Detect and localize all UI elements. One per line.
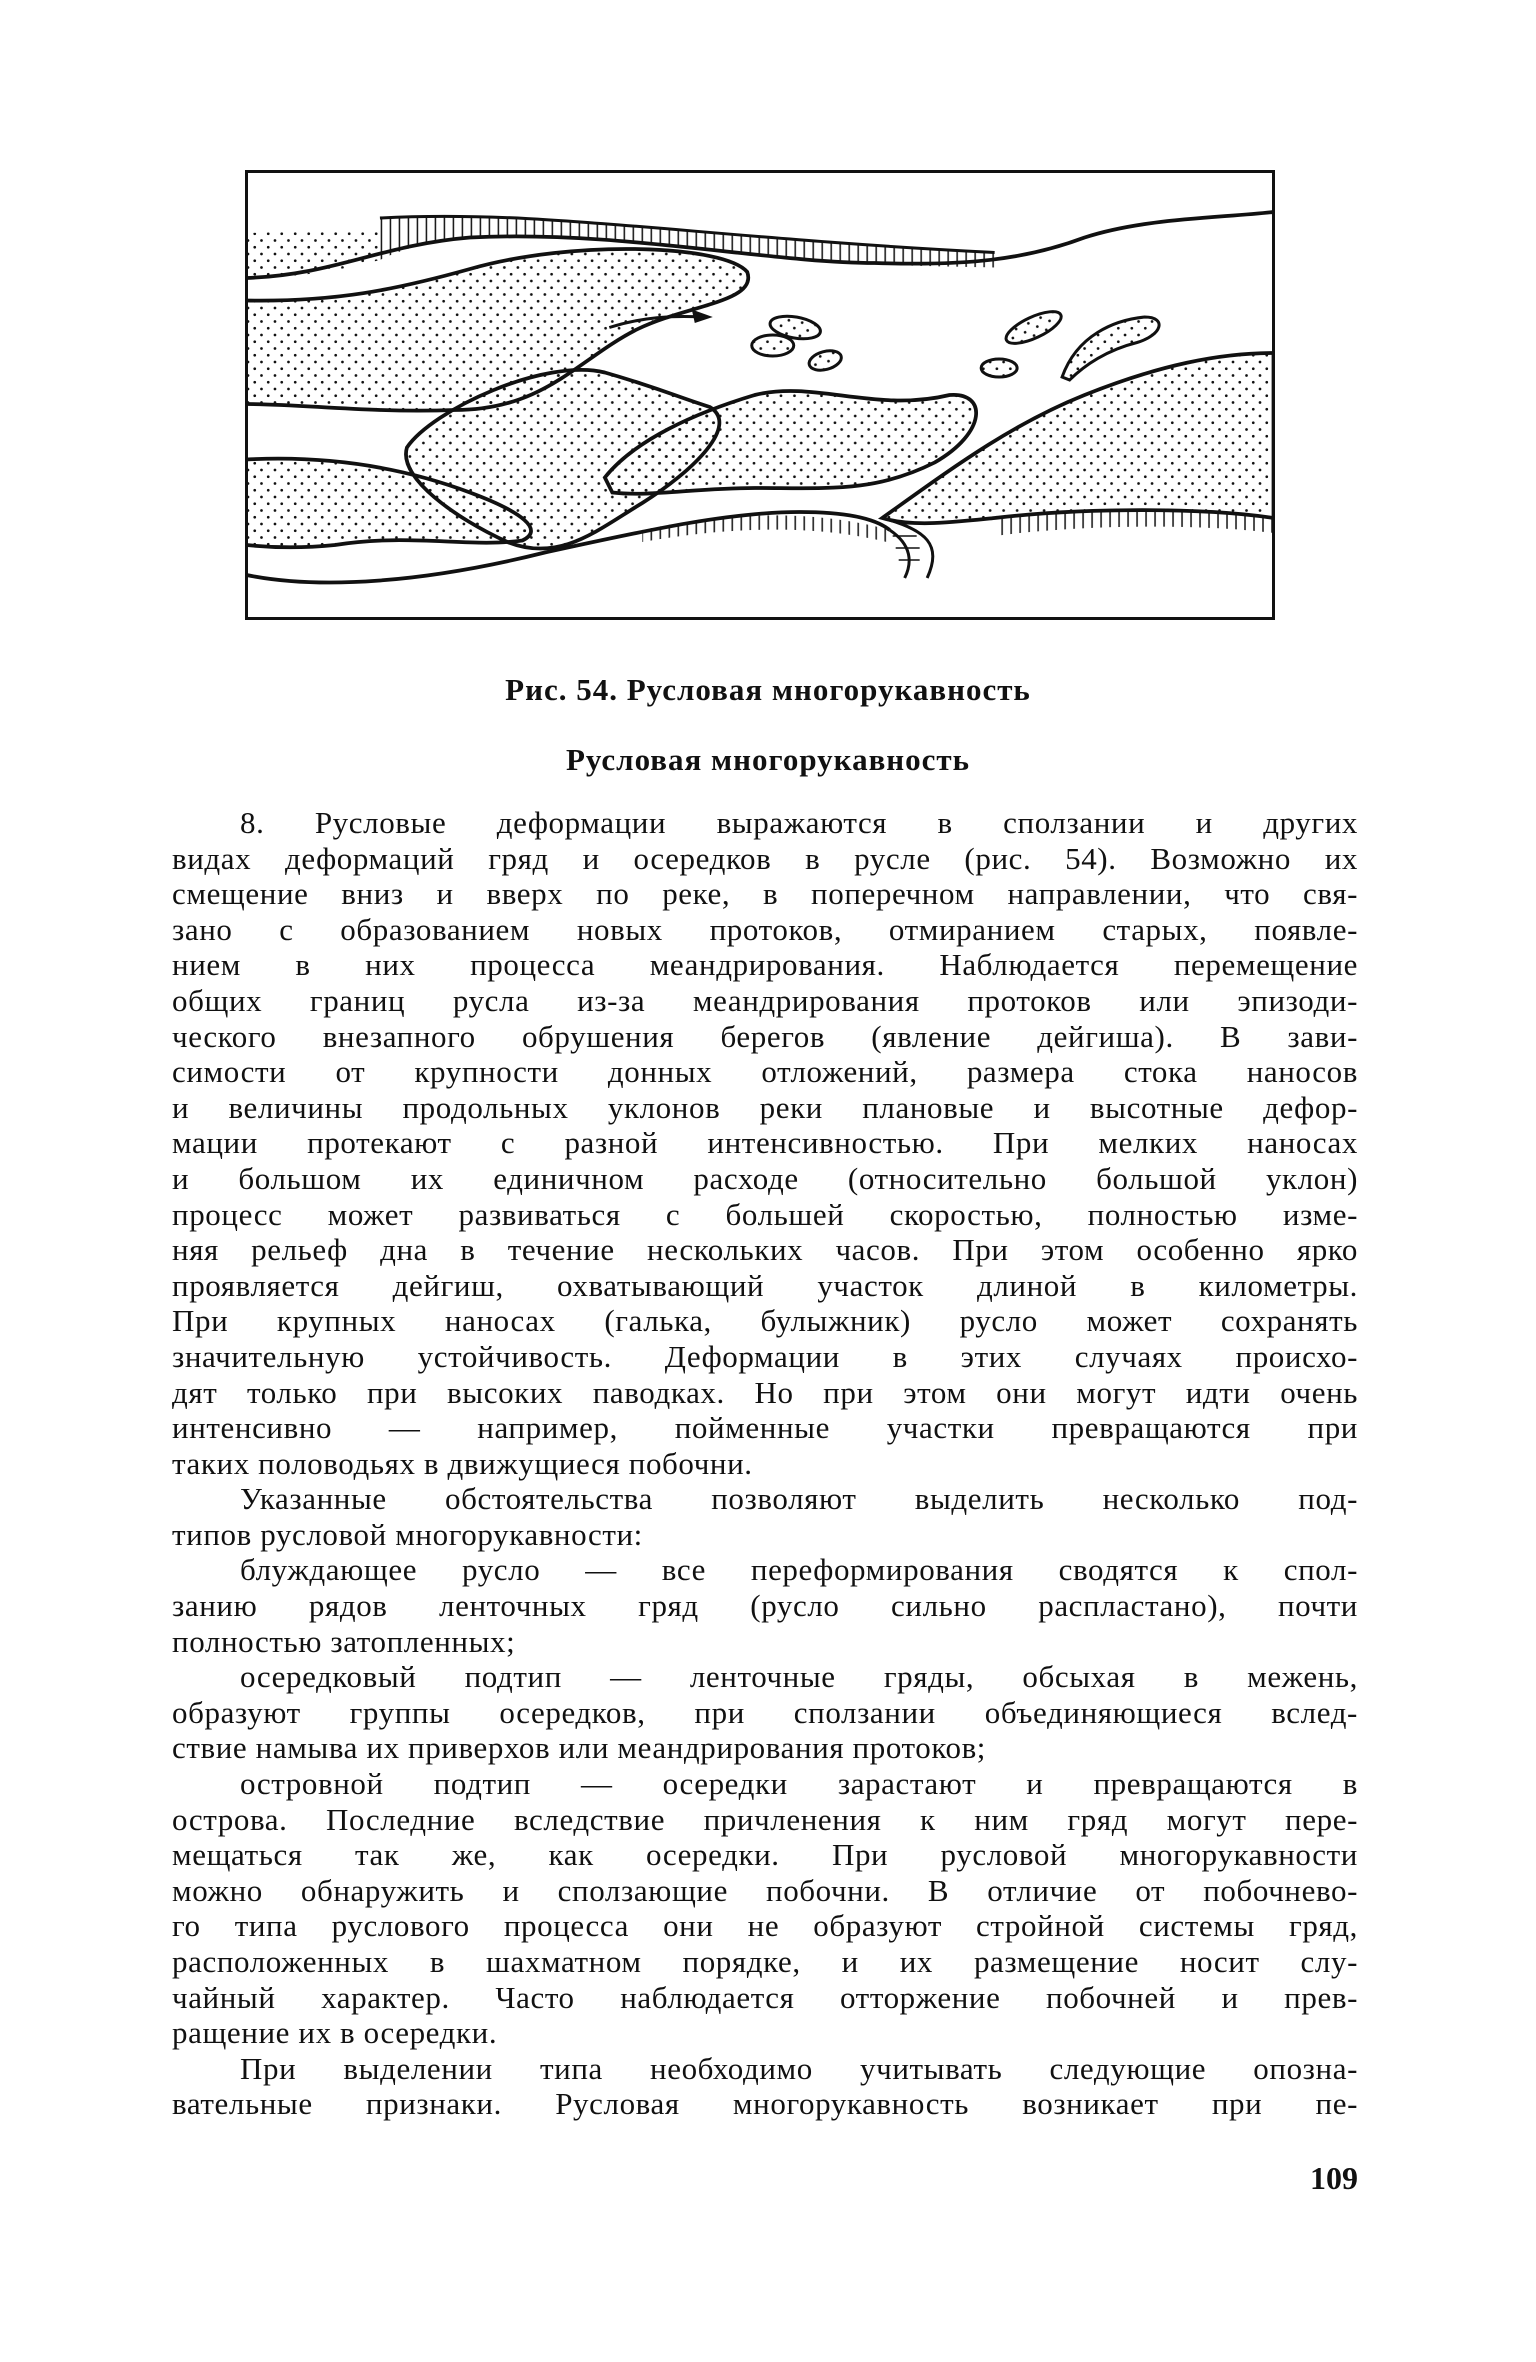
text-line: видах деформаций гряд и осередков в русле (рис. 54). Возможно их bbox=[172, 840, 1358, 876]
text-line: 8. Русловые деформации выражаются в сползании и других bbox=[240, 805, 1358, 840]
sand-bar bbox=[752, 335, 794, 356]
text-line: мации протекают с разной интенсивностью. При мелких наносах bbox=[172, 1125, 1358, 1161]
text-line: нием в них процесса меандрирования. Наблюдается перемещение bbox=[172, 947, 1358, 983]
page-number: 109 bbox=[1310, 2160, 1358, 2196]
text-line: ческого внезапного обрушения берегов (явление дейгиша). В зави- bbox=[172, 1018, 1358, 1054]
text-line: смещение вниз и вверх по реке, в поперечном направлении, что свя- bbox=[172, 876, 1358, 912]
section-heading: Русловая многорукавность bbox=[565, 742, 971, 777]
text-line: блуждающее русло — все переформирования сводятся к спол- bbox=[240, 1552, 1358, 1588]
text-line: няя рельеф дна в течение нескольких часов. При этом особенно ярко bbox=[172, 1232, 1358, 1268]
text-line: полностью затопленных; bbox=[172, 1623, 516, 1659]
figure-caption: Рис. 54. Русловая многорукавность bbox=[505, 672, 1031, 707]
text-line: интенсивно — например, пойменные участки превращаются при bbox=[172, 1410, 1358, 1446]
text-line: значительную устойчивость. Деформации в этих случаях происхо- bbox=[172, 1338, 1358, 1374]
text-line: дят только при высоких паводках. Но при этом они могут идти очень bbox=[172, 1374, 1358, 1410]
text-line: При крупных наносах (галька, булыжник) русло может сохранять bbox=[172, 1303, 1358, 1339]
sand-bar bbox=[981, 359, 1017, 377]
text-line: симости от крупности донных отложений, размера стока наносов bbox=[172, 1054, 1358, 1090]
text-line: типов русловой многорукавности: bbox=[172, 1516, 643, 1552]
body-text bbox=[172, 805, 1358, 2122]
text-line: островной подтип — осередки зарастают и превращаются в bbox=[240, 1766, 1358, 1802]
text-line: зано с образованием новых протоков, отмиранием старых, появле- bbox=[172, 911, 1358, 947]
text-line: вательные признаки. Русловая многорукавность возникает при пе- bbox=[172, 2086, 1358, 2122]
text-line: процесс может развиваться с большей скоростью, полностью изме- bbox=[172, 1196, 1358, 1232]
text-line: ствие намыва их приверхов или меандрирования протоков; bbox=[172, 1730, 987, 1766]
text-line: общих границ русла из-за меандрирования протоков или эпизоди- bbox=[172, 982, 1358, 1018]
text-line: мещаться так же, как осередки. При русловой многорукавности bbox=[172, 1837, 1358, 1873]
text-line: и величины продольных уклонов реки плановые и высотные дефор- bbox=[172, 1089, 1358, 1125]
text-line: осередковый подтип — ленточные гряды, обсыхая в межень, bbox=[240, 1659, 1358, 1695]
text-line: Указанные обстоятельства позволяют выделить несколько под- bbox=[240, 1481, 1358, 1517]
text-line: проявляется дейгиш, охватывающий участок длиной в километры. bbox=[172, 1267, 1358, 1303]
text-line: го типа руслового процесса они не образуют стройной системы гряд, bbox=[172, 1908, 1358, 1944]
text-line: При выделении типа необходимо учитывать следующие опозна- bbox=[240, 2050, 1358, 2086]
text-line: и большом их единичном расходе (относительно большой уклон) bbox=[172, 1160, 1358, 1196]
text-line: таких половодьях в движущиеся побочни. bbox=[172, 1445, 753, 1481]
text-line: расположенных в шахматном порядке, и их размещение носит слу- bbox=[172, 1944, 1358, 1979]
river-braiding-figure bbox=[245, 170, 1275, 620]
text-line: занию рядов ленточных гряд (русло сильно распластано), почти bbox=[172, 1588, 1358, 1624]
text-line: образуют группы осередков, при сползании объединяющиеся вслед- bbox=[172, 1694, 1358, 1730]
text-line: чайный характер. Часто наблюдается отторжение побочней и прев- bbox=[172, 1979, 1358, 2015]
text-line: можно обнаружить и сползающие побочни. В отличие от побочнево- bbox=[172, 1872, 1358, 1908]
text-line: ращение их в осередки. bbox=[172, 2015, 498, 2051]
text-line: острова. Последние вследствие причленения к ним гряд могут пере- bbox=[172, 1801, 1358, 1837]
